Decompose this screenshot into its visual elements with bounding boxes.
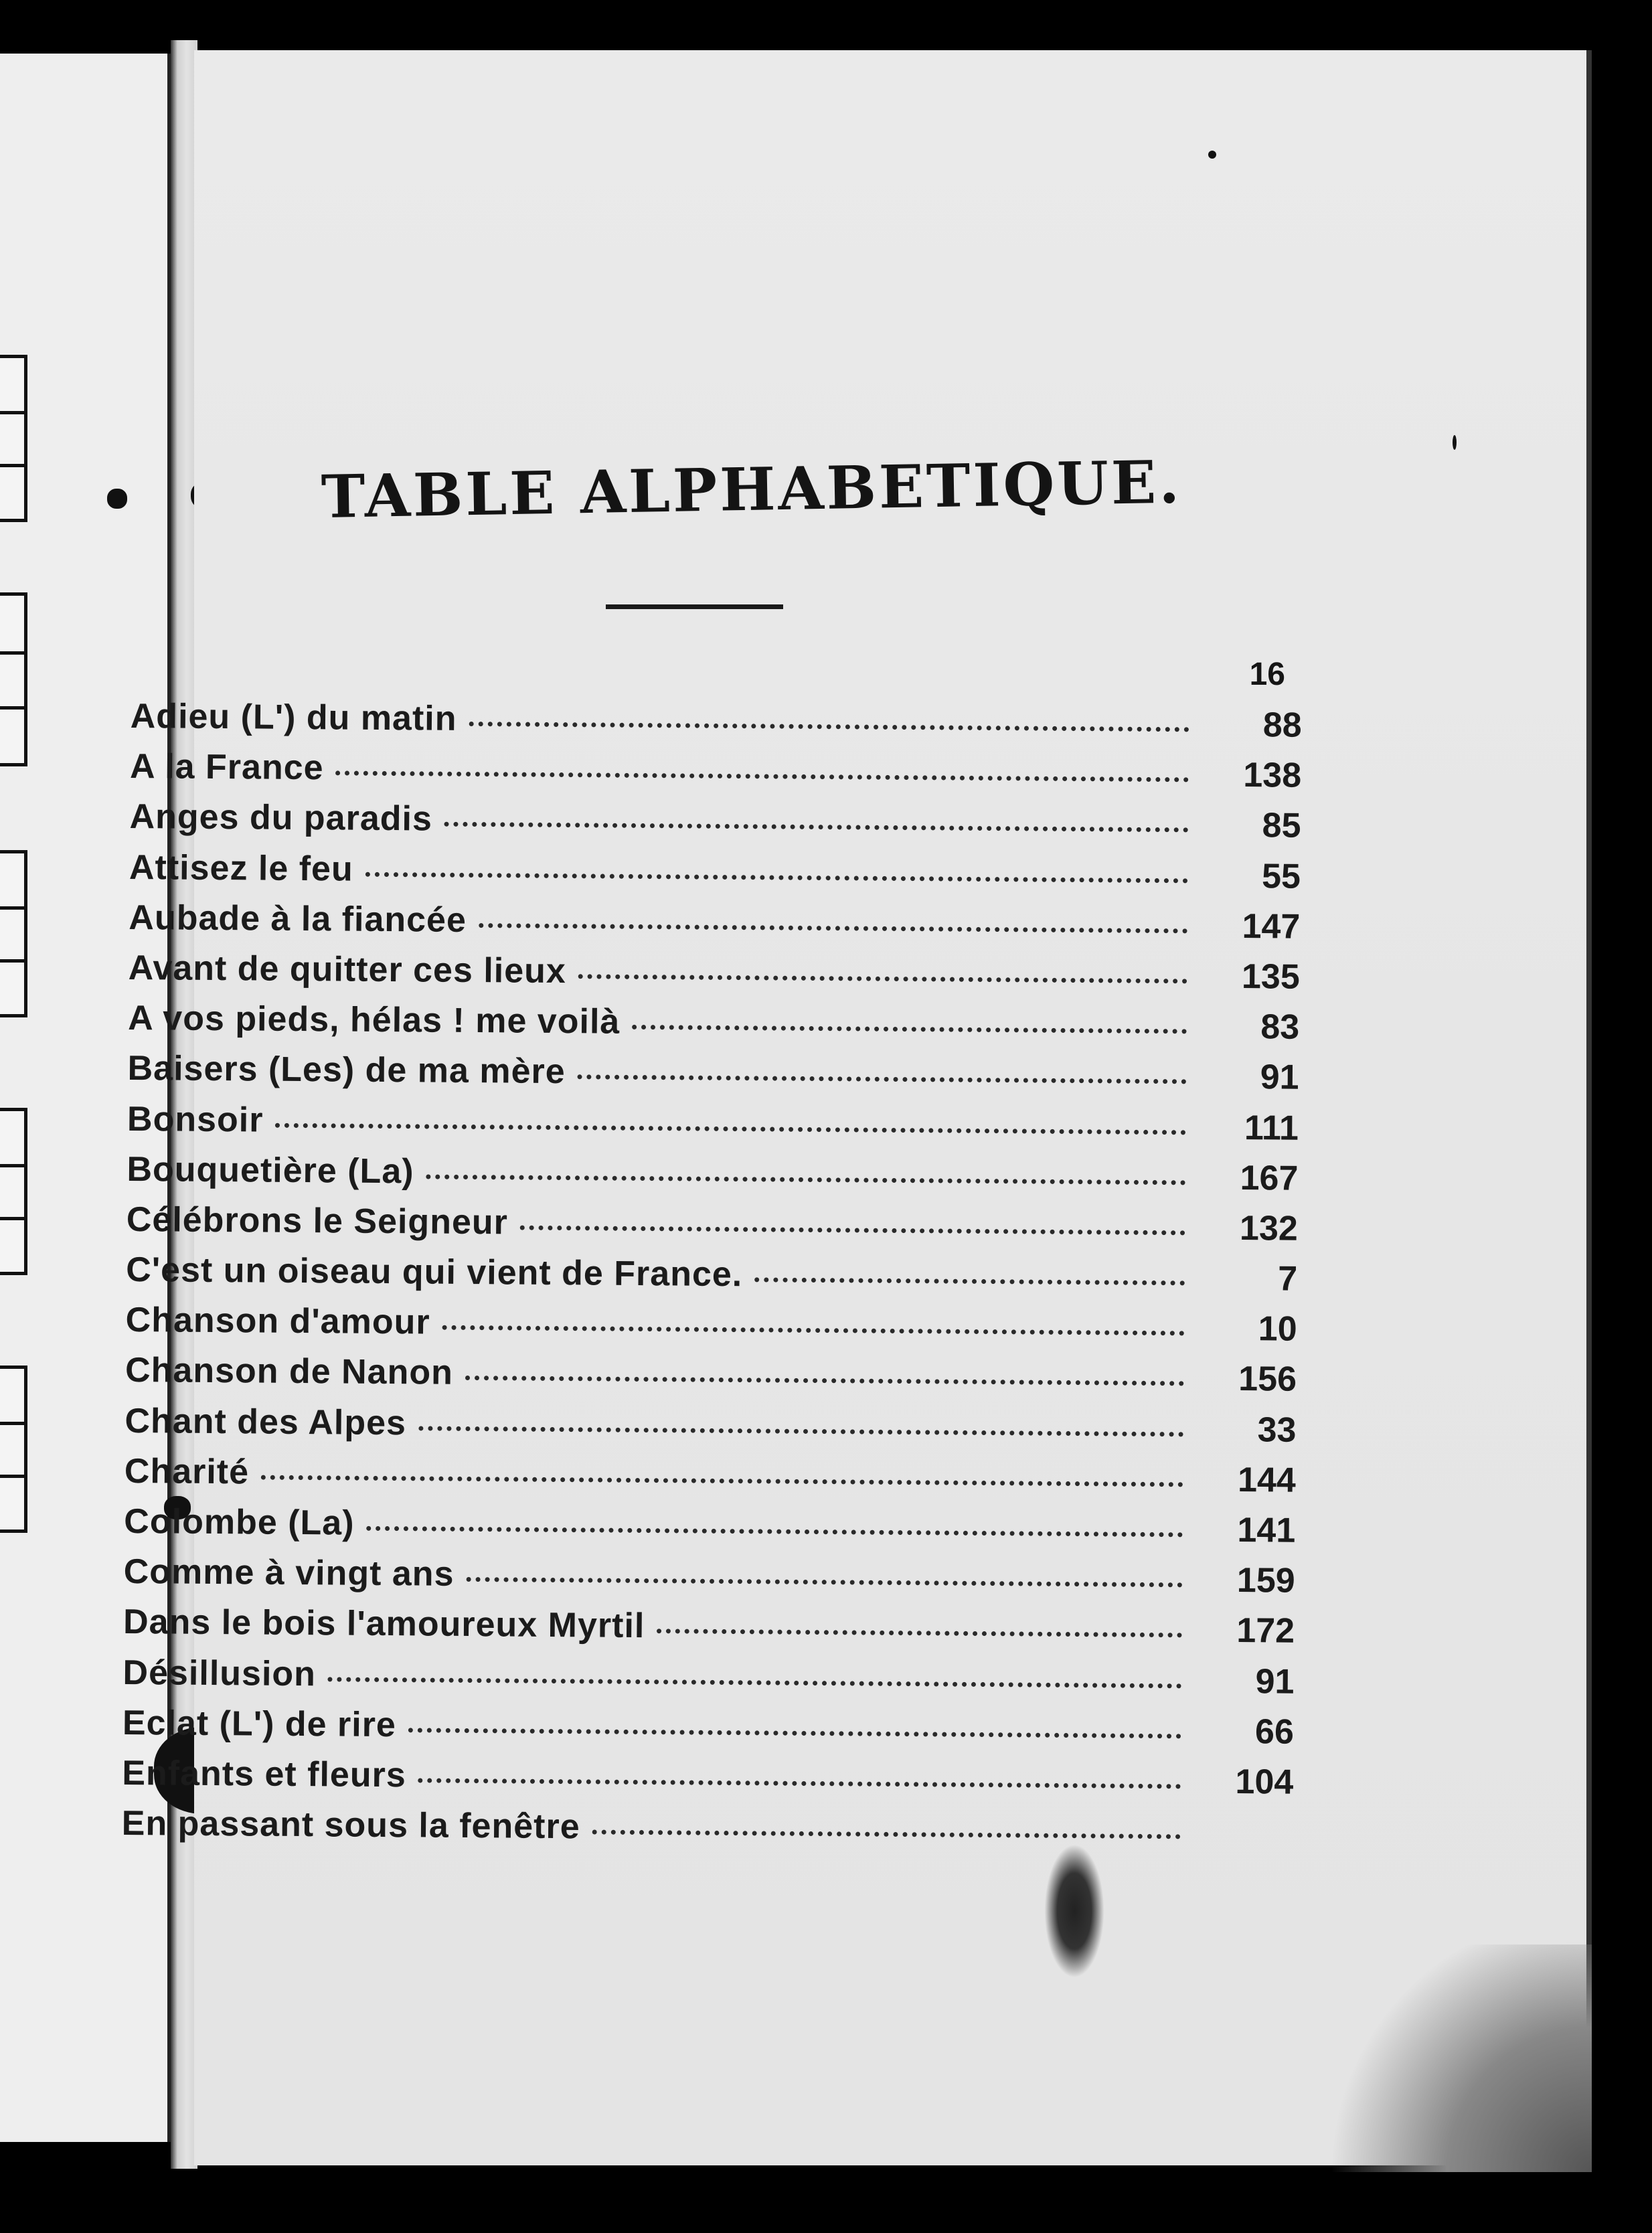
dot-leader — [442, 1321, 1185, 1336]
dot-leader — [465, 1372, 1184, 1386]
margin-box — [0, 850, 27, 1017]
entry-page: 7 — [1278, 1259, 1298, 1299]
dot-leader — [578, 970, 1187, 983]
entry-title: Eclat (L') de rire — [122, 1703, 397, 1744]
dot-leader — [275, 1119, 1186, 1135]
toc-entry — [128, 998, 1300, 1058]
entry-title: Avant de quitter ces lieux — [128, 948, 567, 991]
dot-leader — [365, 867, 1188, 883]
entry-title: Attisez le feu — [129, 847, 353, 889]
entry-page: 144 — [1237, 1460, 1297, 1500]
toc-entry — [122, 1753, 1294, 1813]
toc-entry — [122, 1703, 1295, 1762]
entry-page: 132 — [1239, 1208, 1299, 1248]
entry-page: 55 — [1261, 856, 1301, 896]
speck — [1453, 435, 1457, 450]
entry-page: 135 — [1241, 957, 1300, 997]
speck — [1208, 151, 1216, 159]
entry-page: 83 — [1260, 1007, 1300, 1047]
entry-title: Célébrons le Seigneur — [126, 1200, 509, 1242]
entry-title: Enfants et fleurs — [122, 1753, 407, 1795]
dot-leader — [418, 1774, 1181, 1789]
entry-title: Anges du paradis — [129, 797, 433, 839]
dot-leader — [366, 1522, 1183, 1538]
toc-entry — [123, 1602, 1295, 1661]
entry-page: 85 — [1262, 806, 1301, 846]
entry-page: 10 — [1258, 1309, 1297, 1349]
entry-page: 167 — [1240, 1158, 1299, 1198]
toc-entry — [130, 696, 1302, 756]
entry-title: Charité — [124, 1451, 250, 1492]
table-of-contents — [121, 696, 1302, 1863]
entry-title: A vos pieds, hélas ! me voilà — [127, 999, 621, 1042]
entry-page: 33 — [1257, 1410, 1297, 1450]
ink-smudge — [1044, 1844, 1104, 1978]
margin-box — [0, 355, 27, 522]
entry-title: Adieu (L') du matin — [130, 697, 457, 738]
entry-page: 88 — [1262, 706, 1302, 745]
entry-page: 66 — [1254, 1712, 1295, 1752]
margin-box — [0, 1366, 27, 1533]
toc-entry — [125, 1350, 1297, 1410]
dot-leader — [469, 718, 1189, 732]
title-rule — [606, 604, 783, 609]
entry-title: Bonsoir — [127, 1099, 264, 1140]
dot-leader — [578, 1071, 1187, 1084]
entry-title: Bouquetière (La) — [127, 1149, 414, 1191]
dot-leader — [426, 1170, 1185, 1185]
toc-entry — [130, 746, 1302, 806]
entry-title: C'est un oiseau qui vient de France. — [126, 1250, 743, 1295]
page-corner-shadow — [1311, 1945, 1592, 2172]
entry-page: 91 — [1260, 1058, 1299, 1098]
dot-leader — [479, 919, 1188, 933]
toc-entry — [129, 898, 1301, 957]
entry-title: Colombe (La) — [124, 1501, 355, 1543]
dot-leader — [466, 1573, 1182, 1587]
entry-title: Baisers (Les) de ma mère — [127, 1049, 566, 1092]
toc-entry — [125, 1451, 1297, 1511]
toc-entry — [129, 797, 1301, 856]
entry-page: 138 — [1243, 756, 1302, 795]
top-page-number: 16 — [1249, 657, 1285, 692]
toc-entry — [125, 1401, 1297, 1461]
dot-leader — [632, 1021, 1187, 1034]
entry-page: 111 — [1244, 1108, 1299, 1148]
margin-box — [0, 1108, 27, 1275]
toc-entry — [127, 1098, 1299, 1158]
entry-title: En passant sous la fenêtre — [121, 1804, 580, 1847]
toc-entry — [123, 1552, 1295, 1611]
dot-leader — [754, 1273, 1185, 1285]
entry-page: 156 — [1238, 1359, 1297, 1400]
entry-page: 147 — [1242, 906, 1301, 946]
toc-entry — [127, 1048, 1299, 1108]
dot-leader — [592, 1826, 1181, 1839]
toc-entry — [127, 1149, 1299, 1209]
entry-page: 172 — [1236, 1611, 1295, 1651]
dot-leader — [261, 1471, 1183, 1487]
toc-entry — [122, 1653, 1295, 1712]
toc-entry — [121, 1803, 1293, 1863]
entry-title: Aubade à la fiancée — [129, 898, 467, 940]
dot-leader — [408, 1724, 1181, 1738]
dot-leader — [418, 1422, 1184, 1436]
dot-leader — [657, 1625, 1182, 1638]
entry-page: 91 — [1255, 1661, 1295, 1702]
dot-leader — [328, 1673, 1182, 1688]
entry-title: Dans le bois l'amoureux Myrtil — [122, 1602, 645, 1646]
entry-page: 159 — [1236, 1561, 1295, 1600]
entry-title: Chant des Alpes — [125, 1401, 407, 1442]
entry-title: Désillusion — [122, 1653, 317, 1693]
entry-page: 104 — [1235, 1762, 1294, 1802]
page-title: TABLE ALPHABETIQUE. — [321, 446, 1183, 531]
entry-title: A la France — [129, 747, 324, 788]
toc-entry — [126, 1250, 1298, 1309]
binding-mark — [107, 489, 127, 509]
toc-entry — [127, 1200, 1299, 1259]
dot-leader — [520, 1221, 1185, 1235]
entry-title: Comme à vingt ans — [123, 1552, 455, 1594]
toc-entry — [128, 948, 1300, 1007]
dot-leader — [335, 767, 1189, 782]
entry-page — [1193, 1843, 1293, 1844]
toc-entry — [129, 847, 1301, 907]
toc-entry — [125, 1300, 1297, 1359]
entry-title: Chanson de Nanon — [125, 1351, 454, 1393]
dot-leader — [444, 818, 1189, 833]
toc-entry — [124, 1501, 1296, 1561]
entry-title: Chanson d'amour — [125, 1301, 430, 1342]
margin-box — [0, 592, 27, 766]
entry-page: 141 — [1237, 1511, 1296, 1550]
